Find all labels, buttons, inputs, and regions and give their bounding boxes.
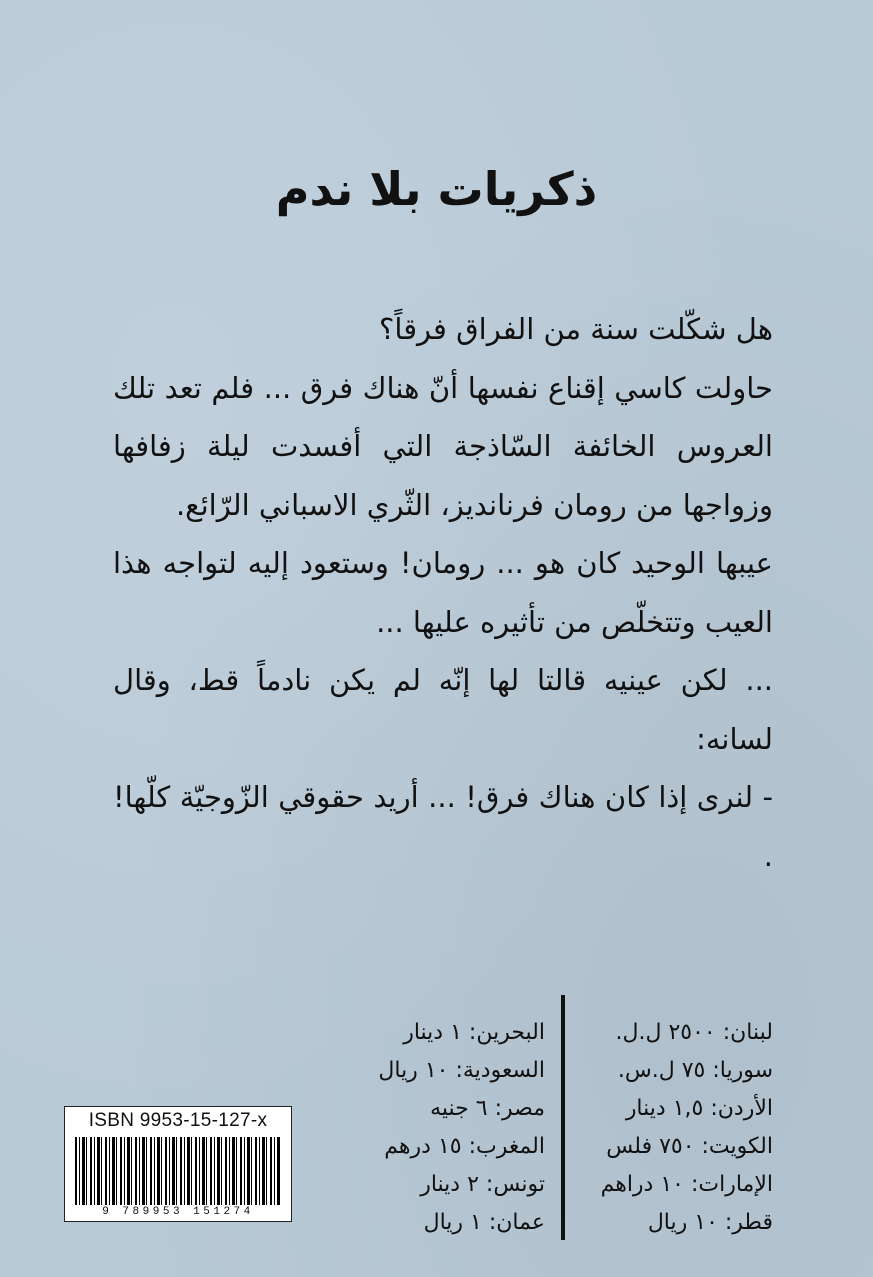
price-row: تونس: ٢ دينار	[420, 1172, 545, 1197]
price-row: سوريا: ٧٥ ل.س.	[617, 1058, 773, 1083]
price-divider	[561, 995, 565, 1240]
price-row: عمان: ١ ريال	[423, 1210, 545, 1235]
isbn-barcode	[64, 1106, 292, 1222]
barcode-digits: 9 789953 151274	[65, 1206, 291, 1218]
price-row: لبنان: ٢٥٠٠ ل.ل.	[615, 1020, 773, 1045]
price-list-left	[345, 1014, 545, 1242]
price-row: الإمارات: ١٠ دراهم	[600, 1172, 773, 1197]
price-row: المغرب: ١٥ درهم	[384, 1134, 545, 1159]
price-list-right	[583, 1014, 773, 1242]
price-row: قطر: ١٠ ريال	[647, 1210, 773, 1235]
blurb-paragraph: - لنرى إذا كان هناك فرق! ... أريد حقوقي الزّوجيّة كلّها! .	[113, 780, 773, 873]
price-row: الكويت: ٧٥٠ فلس	[606, 1134, 773, 1159]
blurb-paragraph: عيبها الوحيد كان هو ... رومان! وستعود إليه لتواجه هذا العيب وتتخلّص من تأثيره عليها ...	[113, 546, 773, 639]
blurb-paragraph: هل شكّلت سنة من الفراق فرقاً؟	[378, 312, 773, 346]
barcode-bars	[75, 1137, 281, 1205]
isbn-number: ISBN 9953-15-127-x	[88, 1110, 268, 1131]
price-row: البحرين: ١ دينار	[403, 1020, 545, 1045]
blurb-paragraph: ... لكن عينيه قالتا لها إنّه لم يكن نادماً قط، وقال لسانه:	[113, 663, 773, 756]
blurb-paragraph: حاولت كاسي إقناع نفسها أنّ هناك فرق ... فلم تعد تلك العروس الخائفة السّاذجة التي أفسدت ليلة زفافها وزواجها من رومان فرنانديز، الثّري الاسباني الرّائع.	[113, 370, 773, 522]
price-row: السعودية: ١٠ ريال	[378, 1058, 545, 1083]
price-row: الأردن: ١,٥ دينار	[625, 1096, 773, 1121]
blurb-text	[113, 300, 773, 885]
price-row: مصر: ٦ جنيه	[430, 1096, 545, 1121]
book-title: ذكريات بلا ندم	[275, 162, 598, 216]
